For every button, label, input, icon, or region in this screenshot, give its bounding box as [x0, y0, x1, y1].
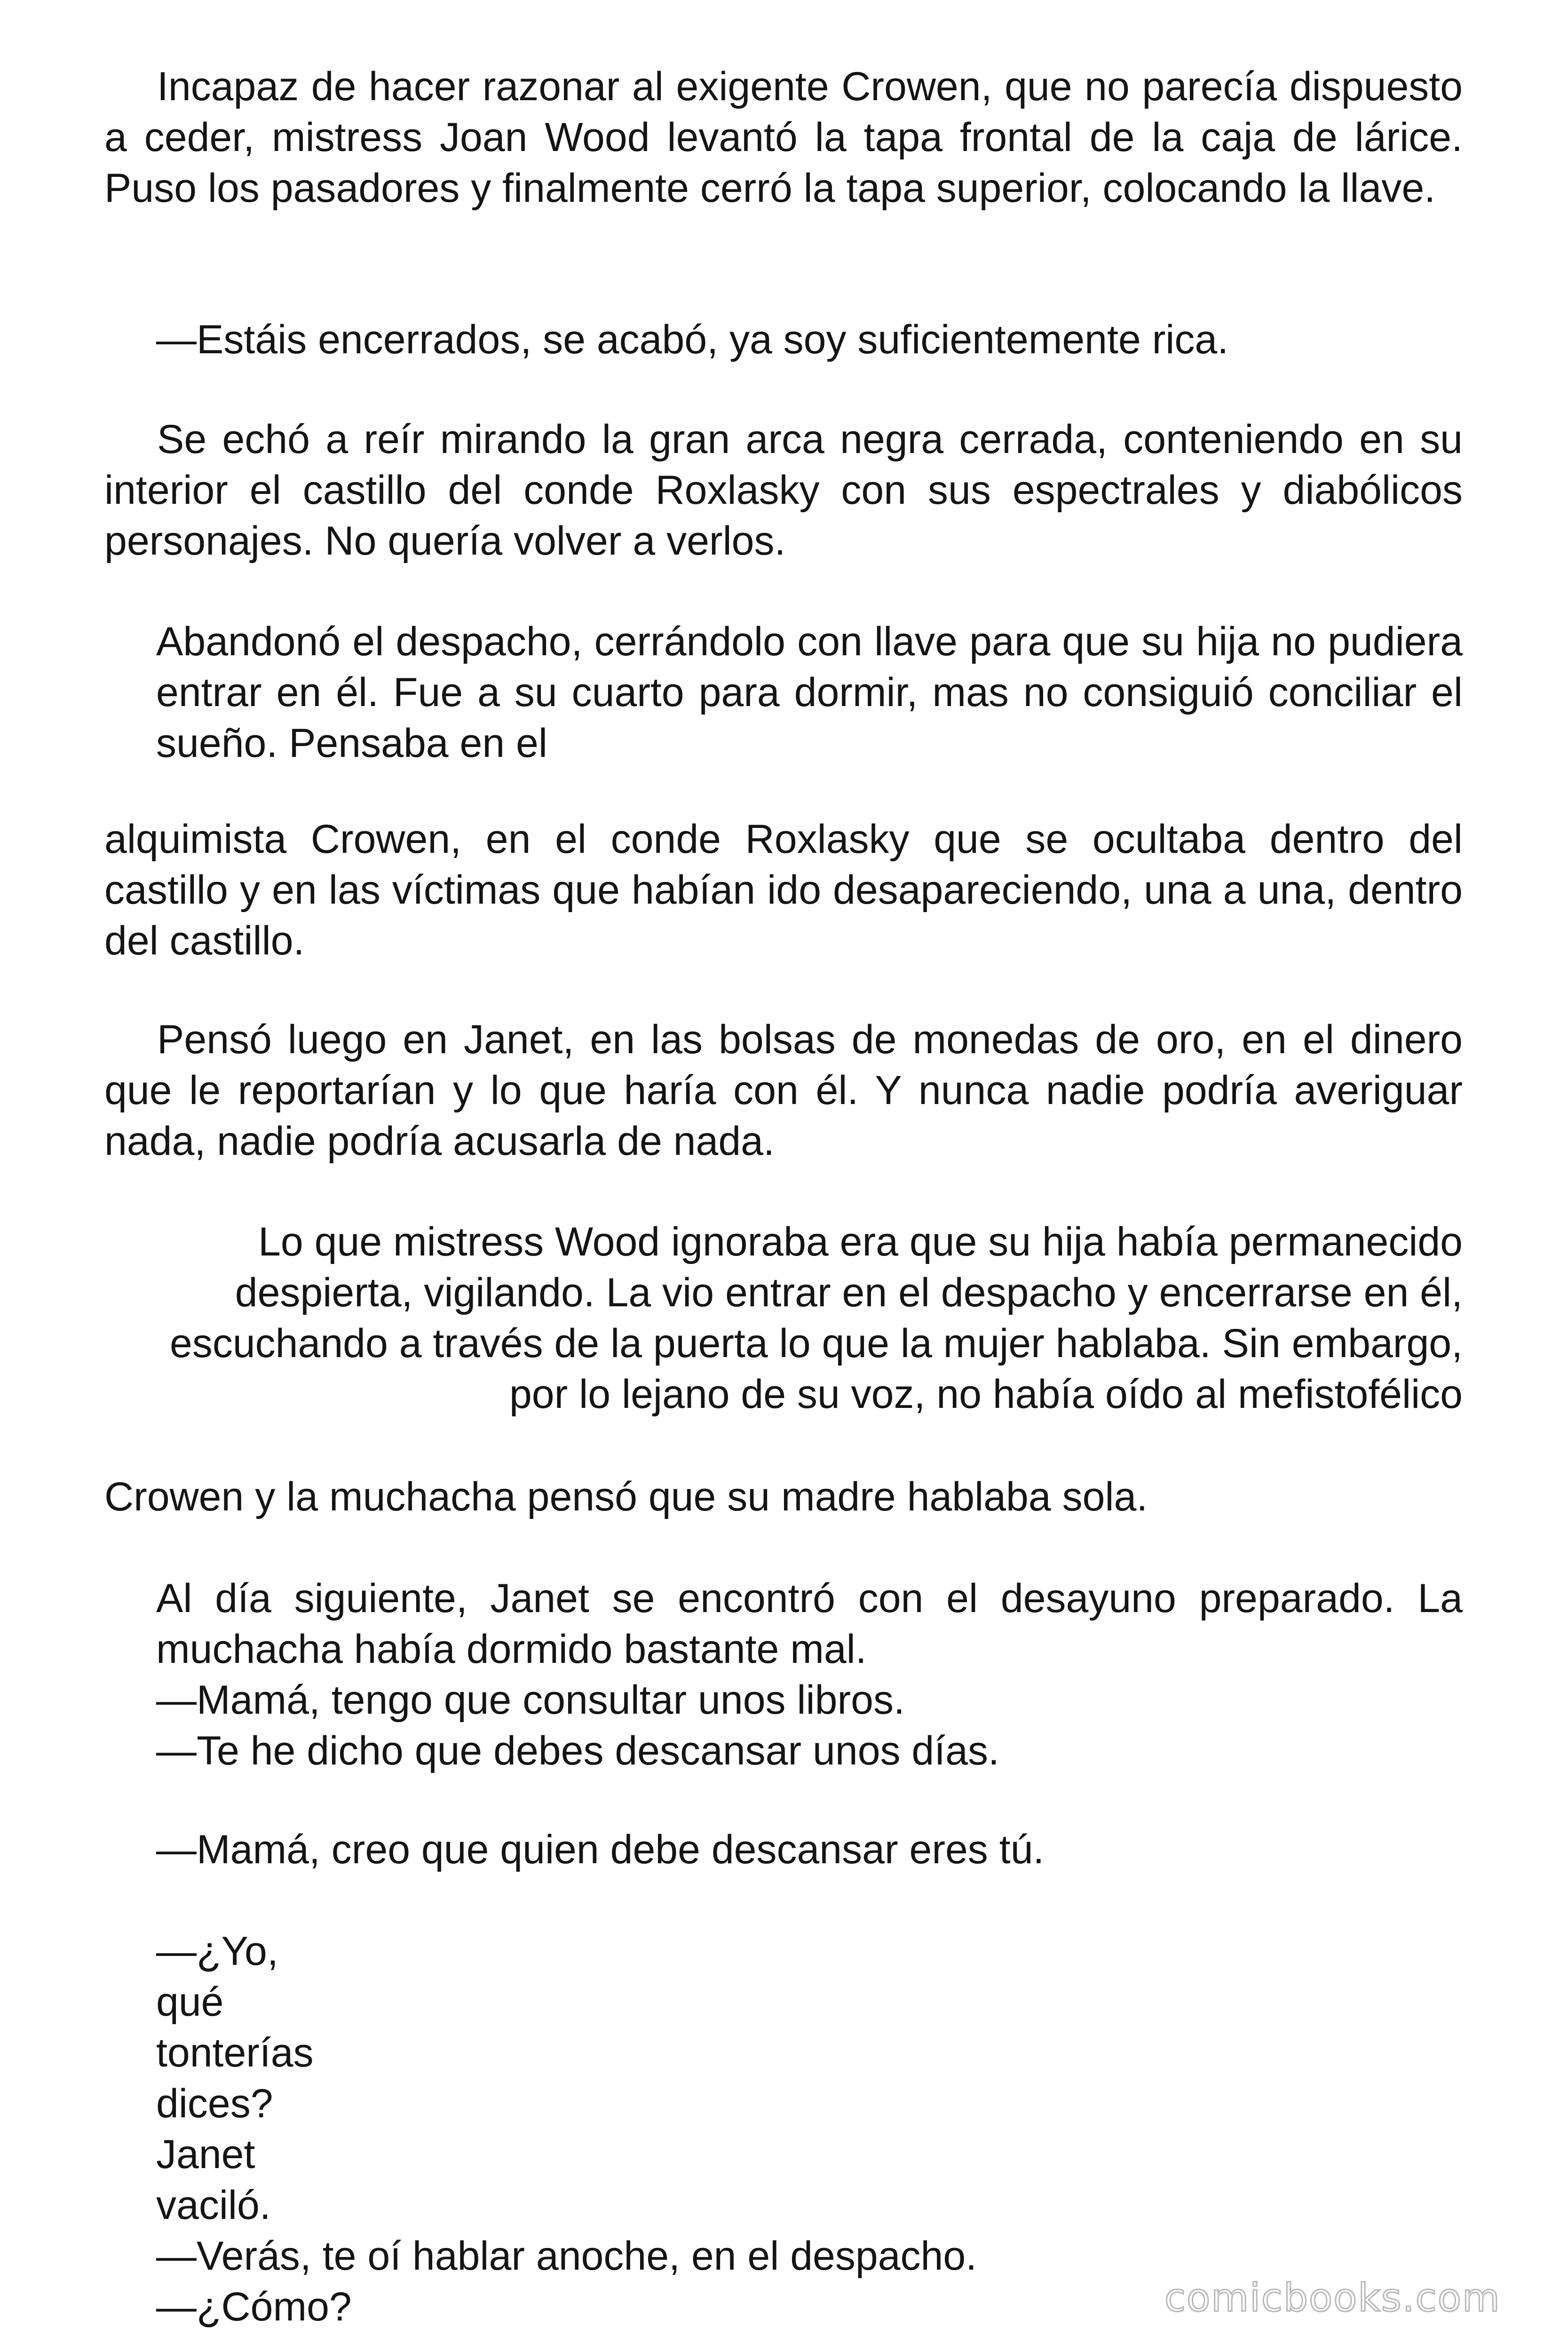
dialogue-line: —Verás, te oí hablar anoche, en el despacho.	[156, 2233, 977, 2279]
dialogue-block-2	[156, 1926, 1463, 2332]
paragraph-3: Se echó a reír mirando la gran arca negra cerrada, conteniendo en su interior el castillo del conde Roxlasky con sus espectrales y diabólicos personajes. No quería volver a verlos.	[104, 417, 1463, 564]
paragraph-5: alquimista Crowen, en el conde Roxlasky que se ocultaba dentro del castillo y en las víctimas que habían ido desapareciendo, una a una, dentro del castillo.	[104, 817, 1463, 963]
dialogue-line: —¿Yo,	[156, 1929, 278, 1974]
dialogue-line: —Mamá, creo que quien debe descansar eres tú.	[156, 1827, 1045, 1872]
dialogue-block-1	[156, 1573, 1463, 1776]
paragraph-8: Crowen y la muchacha pensó que su madre hablaba sola.	[104, 1474, 1148, 1519]
dialogue-line: dices?	[156, 2081, 273, 2126]
paragraph-7: Lo que mistress Wood ignoraba era que su hija había permanecido despierta, vigilando. La vio entrar en el despacho y encerrarse en él, escuchando a través de la puerta lo que la mujer hablaba. Sin embargo, por lo lejano de su voz, no había oído al mefistofélico	[170, 1219, 1463, 1417]
dialogue-line: —Te he dicho que debes descansar unos días.	[156, 1728, 999, 1773]
paragraph-6: Pensó luego en Janet, en las bolsas de monedas de oro, en el dinero que le reportarían y lo que haría con él. Y nunca nadie podría averiguar nada, nadie podría acusarla de nada.	[104, 1017, 1463, 1164]
dialogue-line: —¿Cómo?	[156, 2284, 352, 2329]
dialogue-line: vaciló.	[156, 2183, 271, 2228]
watermark: comicbooks.com	[1164, 2276, 1501, 2320]
paragraph-9: Al día siguiente, Janet se encontró con el desayuno preparado. La muchacha había dormido bastante mal.	[156, 1576, 1463, 1672]
dialogue-line: Janet	[156, 2132, 255, 2177]
dialogue-line: qué	[156, 1979, 224, 2025]
paragraph-1: Incapaz de hacer razonar al exigente Crowen, que no parecía dispuesto a ceder, mistress Joan Wood levantó la tapa frontal de la caja de lárice. Puso los pasadores y finalmente cerró la tapa superior, colocando la llave.	[104, 64, 1463, 211]
dialogue-line: —Mamá, tengo que consultar unos libros.	[156, 1677, 905, 1723]
dialogue-line: tonterías	[156, 2030, 314, 2075]
paragraph-4: Abandonó el despacho, cerrándolo con llave para que su hija no pudiera entrar en él. Fue a su cuarto para dormir, mas no consiguió conciliar el sueño. Pensaba en el	[156, 619, 1463, 766]
paragraph-2: —Estáis encerrados, se acabó, ya soy suficientemente rica.	[156, 317, 1229, 362]
